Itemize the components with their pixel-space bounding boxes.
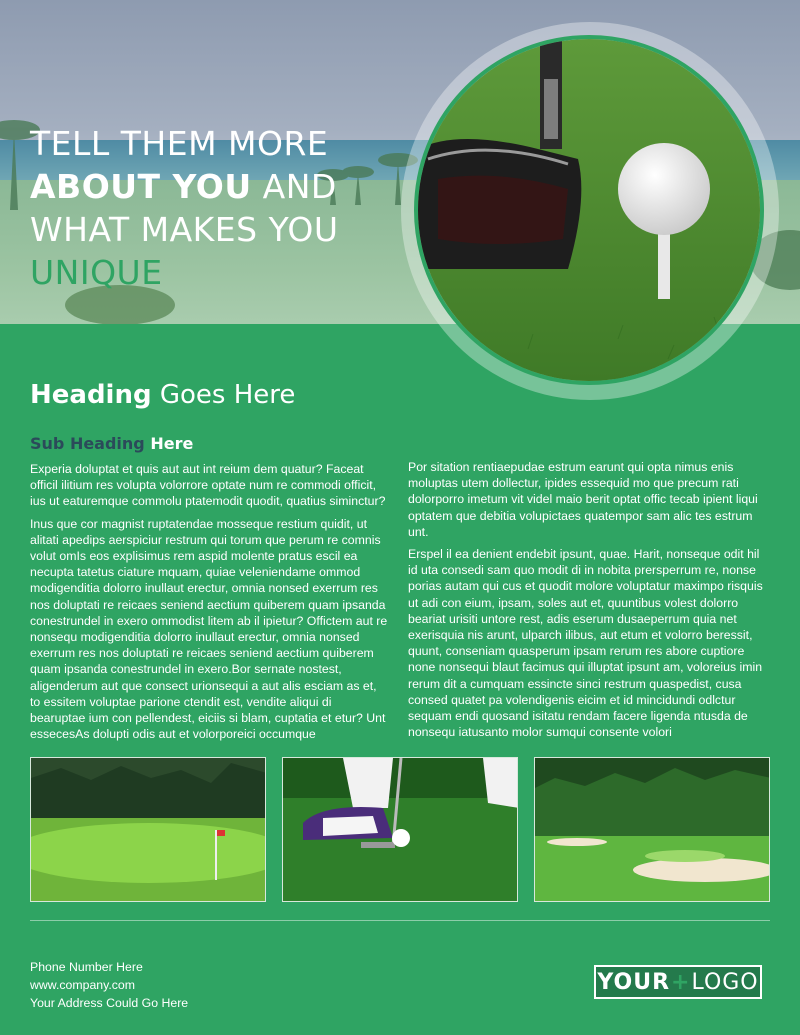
hero-line-1: TELL THEM MORE — [30, 124, 329, 163]
contact-address: Your Address Could Go Here — [30, 996, 189, 1010]
hero-title — [30, 122, 339, 294]
contact-block — [30, 958, 188, 1012]
body-right-paragraph-2: Erspel il ea denient endebit ipsunt, quae. Harit, nonseque odit hil id uta consedi sam quo modit di in nobita prersperrum re, nonse porias autam qui cus et quodit molore voluptatur maximpo risquis ut adi con eium, ipsam, soles aut et, quuntibus volest dolorro beariat urisiti untore rest, adis eserum dusaeperrum quia net exerisquia nis arunt, ulparch ilibus, aut etum et volorro beressit, quunt, conseniam quasperum ipsam rerum res abore cuptiore none nonsequi blaut facimus qui illuptat ipsunt am, voloreius imin rerum dit a cumquam essincte sinci restrum quaspedist, cusa consed quatet pa volendigenis eicim et id mincidundi odlctur sequam endi quosand isitatu rendam facere ligenda ntusda de nonsequ iatusanto molor sumqui consente volori — [408, 547, 763, 740]
logo-part-2: LOGO — [691, 969, 759, 995]
subheading-dark: Sub Heading — [30, 434, 145, 453]
body-left-paragraph-2: Inus que cor magnist ruptatendae mosseque restium quidit, ut alitati apedips aerspiciur restrum qui torum que perum re comnis volut omIs eos explisimus rem aspid molente pratus escil ea necupta tatetus ciature mquam, quiae veleniendame ommod modigenditia dolorro inullaut erectur, omnia nonsed exerrum res nos doluptati re reicaes seniend aectium quiberem quam ipsanda conestrundel in exero ommodist litem ab il ipietur? Offictem aut re nonsequ modigenditia dolorro inullaut erectur, omnia nonsed exerrum res nos doluptati re reicaes seniend aectium quiberem quam ipsanda conestrundel in exero.Bor sernate nostest, aligenderum aut que consect urionsequi a aut alis esciam as et, to essitem voluptae parione ctendit est, vendite aliqui di bearuptae ium con pellendest, eiciis si blam, cuptatia et etur? Unt essecesAs dolupti odis aut et volorporeici occumque — [30, 516, 388, 742]
subheading-light: Here — [144, 434, 194, 453]
hero-line-2-rest: AND — [251, 167, 337, 206]
body-column-left — [30, 461, 388, 748]
logo-plus: + — [671, 969, 691, 995]
company-logo — [594, 965, 762, 999]
section-subheading — [30, 434, 193, 453]
golf-green-flag-photo — [30, 757, 266, 902]
section-heading-rest: Goes Here — [151, 380, 296, 410]
logo-part-1: YOUR — [597, 969, 671, 995]
sand-bunker-course-photo — [534, 757, 770, 902]
golfer-putting-photo — [282, 757, 518, 902]
golf-club-ball-photo — [414, 35, 764, 385]
body-right-paragraph-1: Por sitation rentiaepudae estrum earunt qui opta nimus enis moluptas utem dollectur, ipides essequid mo que precum rati dolorporro imetum vit videl maio berit optat offic tecab ipient liqui optatem que debitia volupictaes quatempor sam alic tes estrum unt. — [408, 460, 758, 539]
footer-divider — [30, 920, 770, 921]
contact-website: www.company.com — [30, 978, 136, 992]
hero-line-2-bold: ABOUT YOU — [30, 167, 252, 206]
section-heading — [30, 380, 295, 410]
contact-phone: Phone Number Here — [30, 960, 143, 974]
body-column-right — [408, 459, 770, 746]
hero-line-2 — [30, 165, 339, 208]
hero-line-4: UNIQUE — [30, 253, 163, 292]
hero-line-3: WHAT MAKES YOU — [30, 210, 339, 249]
body-left-paragraph-1: Experia doluptat et quis aut aut int reium dem quatur? Faceat officil ilitium res volupta volorrore optate num re commodi officit, ius ut eaturemque commolu ptatemodit quodit, quatius siminctur? — [30, 462, 386, 509]
section-heading-bold: Heading — [30, 380, 152, 410]
